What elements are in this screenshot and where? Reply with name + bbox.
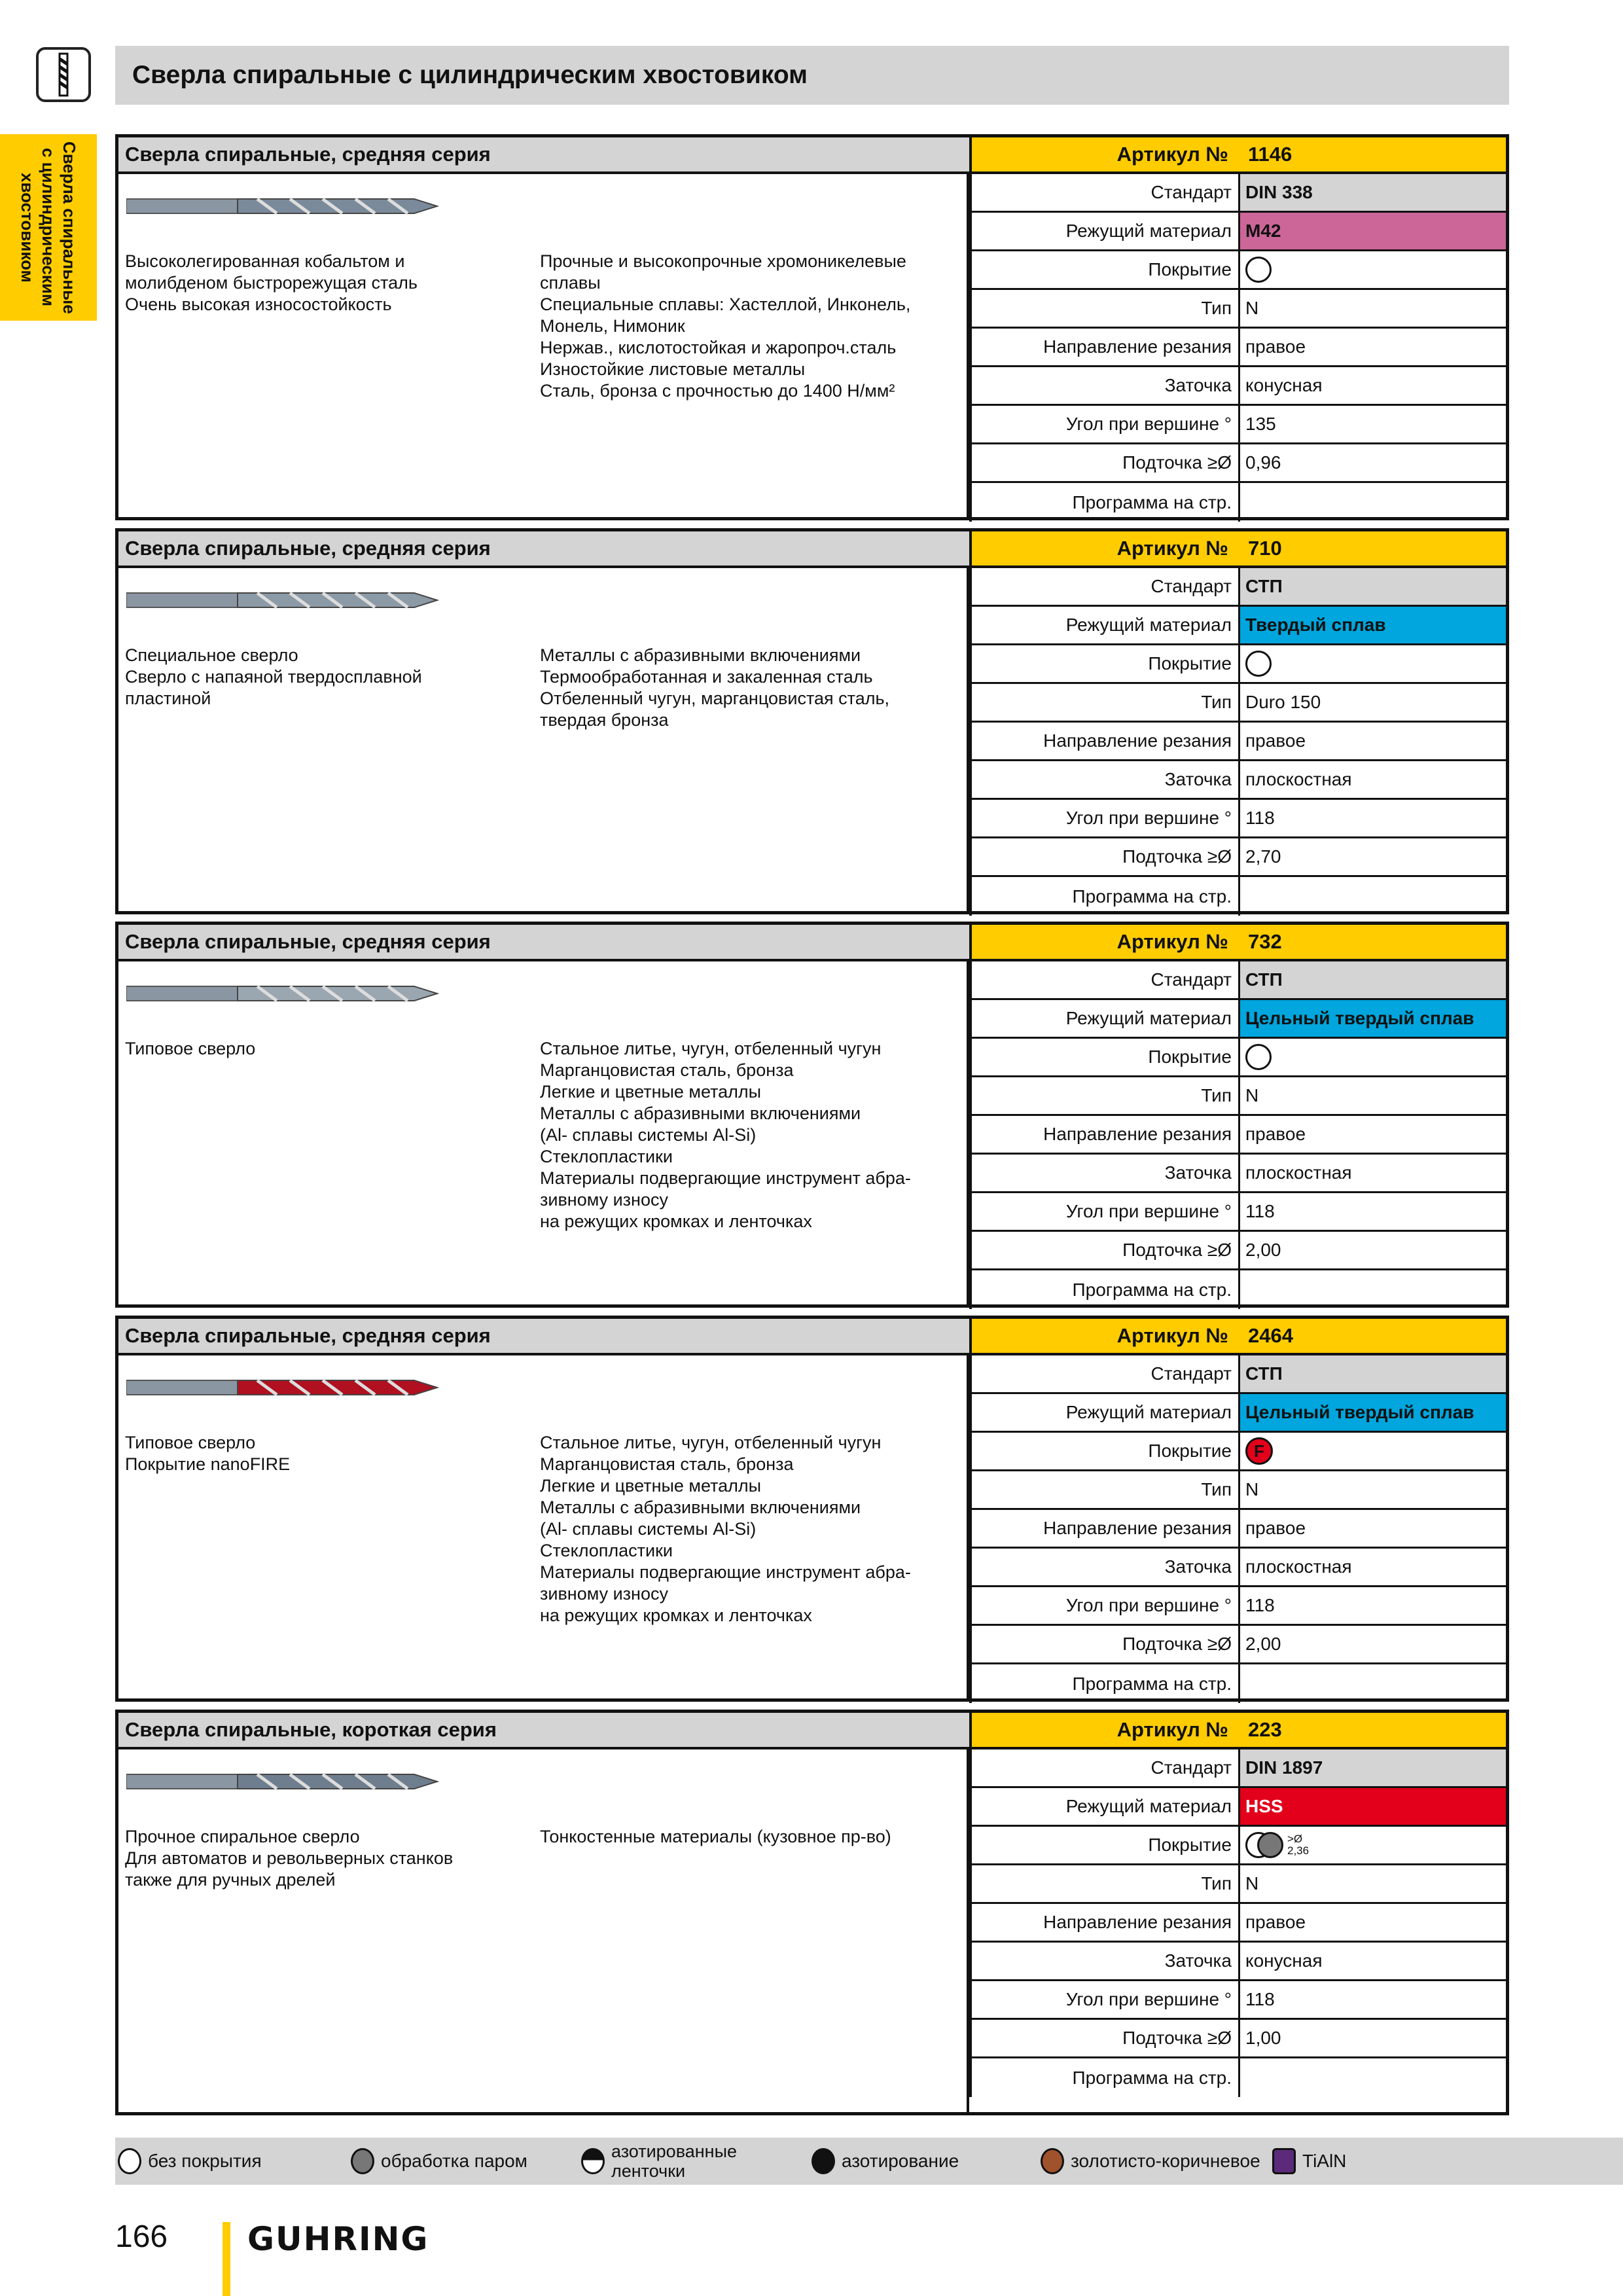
- product-heading: Сверла спиральные, средняя серия: [118, 531, 969, 568]
- prop-value: 118: [1245, 1595, 1275, 1615]
- prop-row-type: [969, 684, 1506, 723]
- article-value: 710: [1248, 537, 1282, 560]
- article-value: 2464: [1248, 1324, 1293, 1347]
- prop-row-thinning: [969, 2020, 1506, 2058]
- drill-image: [126, 190, 440, 223]
- applications: Металлы с абразивными включениями Термообработанная и закаленная сталь Отбеленный чугун, марганцовистая сталь, твердая бронза: [540, 645, 890, 730]
- properties-table: [969, 174, 1506, 522]
- legend-item-nitrided: азотирование: [812, 2138, 959, 2185]
- prop-value: 1,00: [1245, 2028, 1281, 2048]
- prop-row-angle: [969, 800, 1506, 838]
- prop-value: СТП: [1240, 961, 1506, 998]
- guhring-logo: GUHRING: [247, 2220, 429, 2258]
- prop-row-program: [969, 1664, 1506, 1703]
- steam-treated-icon: >Ø 2,36: [1245, 1832, 1309, 1858]
- prop-label: Режущий материал: [972, 1394, 1240, 1431]
- prop-row-program: [969, 483, 1506, 522]
- prop-row-point: [969, 1549, 1506, 1587]
- product-description: [118, 961, 969, 1304]
- page-number: 166: [115, 2219, 168, 2254]
- prop-value: Цельный твердый сплав: [1240, 1000, 1506, 1037]
- prop-label: Программа на стр.: [972, 2058, 1240, 2097]
- drill-image: [126, 1371, 440, 1404]
- prop-value: [1240, 1270, 1506, 1309]
- prop-row-type: [969, 1865, 1506, 1904]
- product-block: [115, 1710, 1509, 2115]
- prop-label: Направление резания: [972, 1116, 1240, 1153]
- prop-label: Тип: [972, 1865, 1240, 1902]
- prop-label: Режущий материал: [972, 213, 1240, 249]
- article-label: Артикул №: [1116, 930, 1228, 953]
- prop-row-thinning: [969, 1232, 1506, 1270]
- prop-value: плоскостная: [1245, 769, 1352, 789]
- legend-item-gold-brown: золотисто-коричневое: [1041, 2138, 1260, 2185]
- prop-label: Режущий материал: [972, 607, 1240, 643]
- article-label: Артикул №: [1116, 1718, 1228, 1741]
- prop-label: Подточка ≥Ø: [972, 444, 1240, 481]
- product-heading: Сверла спиральные, короткая серия: [118, 1713, 969, 1749]
- prop-row-point: [969, 1155, 1506, 1193]
- prop-row-standard: [969, 174, 1506, 213]
- prop-label: Подточка ≥Ø: [972, 1626, 1240, 1662]
- prop-label: Тип: [972, 290, 1240, 327]
- prop-label: Заточка: [972, 367, 1240, 404]
- prop-row-thinning: [969, 1626, 1506, 1664]
- prop-row-angle: [969, 406, 1506, 444]
- prop-value: 118: [1245, 1201, 1275, 1221]
- prop-value: HSS: [1240, 1788, 1506, 1825]
- article-label: Артикул №: [1116, 1324, 1228, 1347]
- article-label: Артикул №: [1116, 143, 1228, 166]
- prop-row-standard: [969, 1749, 1506, 1788]
- empty-circle-icon: [1245, 1044, 1272, 1070]
- prop-row-direction: [969, 1904, 1506, 1943]
- properties-table: [969, 568, 1506, 916]
- prop-label: Стандарт: [972, 1749, 1240, 1786]
- prop-value: 118: [1245, 808, 1275, 828]
- prop-row-point: [969, 1943, 1506, 1981]
- prop-label: Заточка: [972, 1155, 1240, 1191]
- product-description: [118, 1355, 969, 1698]
- product-heading: Сверла спиральные, средняя серия: [118, 1319, 969, 1355]
- applications: Тонкостенные материалы (кузовное пр-во): [540, 1827, 891, 1846]
- prop-row-material: [969, 1394, 1506, 1433]
- prop-value: N: [1245, 1479, 1259, 1499]
- prop-value: плоскостная: [1245, 1556, 1352, 1577]
- prop-value: N: [1245, 298, 1259, 318]
- prop-value: Твердый сплав: [1240, 607, 1506, 643]
- article-number: [969, 531, 1506, 568]
- prop-label: Покрытие: [972, 251, 1240, 288]
- article-value: 223: [1248, 1718, 1282, 1741]
- prop-row-type: [969, 1077, 1506, 1116]
- prop-row-material: [969, 1788, 1506, 1827]
- prop-label: Программа на стр.: [972, 1664, 1240, 1703]
- prop-label: Режущий материал: [972, 1000, 1240, 1037]
- prop-value: 2,00: [1245, 1634, 1281, 1654]
- prop-label: Программа на стр.: [972, 1270, 1240, 1309]
- footer-accent-bar: [223, 2222, 230, 2296]
- prop-value: правое: [1245, 1124, 1306, 1144]
- article-number: [969, 1319, 1506, 1355]
- prop-label: Направление резания: [972, 329, 1240, 365]
- properties-table: [969, 961, 1506, 1309]
- product-description: [118, 1749, 969, 2112]
- prop-value: [1240, 251, 1506, 288]
- prop-value: СТП: [1240, 568, 1506, 605]
- prop-row-standard: [969, 568, 1506, 607]
- prop-value: СТП: [1240, 1355, 1506, 1392]
- prop-row-point: [969, 367, 1506, 406]
- prop-label: Направление резания: [972, 1510, 1240, 1547]
- prop-label: Стандарт: [972, 174, 1240, 211]
- product-description: [118, 568, 969, 911]
- nanofire-f-icon: F: [1245, 1437, 1273, 1465]
- legend-item-nitrided-margins: азотированные ленточки: [581, 2138, 755, 2185]
- prop-row-angle: [969, 1587, 1506, 1626]
- tool-features: Специальное сверло Сверло с напаяной твердосплавной пластиной: [125, 645, 422, 708]
- prop-value: правое: [1245, 1518, 1306, 1538]
- prop-label: Покрытие: [972, 1827, 1240, 1863]
- prop-value: правое: [1245, 730, 1306, 751]
- prop-row-standard: [969, 961, 1506, 1000]
- prop-row-coating: [969, 645, 1506, 684]
- prop-row-coating: [969, 1827, 1506, 1865]
- prop-row-program: [969, 1270, 1506, 1309]
- product-block: [115, 134, 1509, 520]
- section-side-tab[interactable]: [0, 134, 97, 321]
- tialn-icon: [1272, 2148, 1296, 2174]
- prop-row-point: [969, 761, 1506, 800]
- prop-value: [1240, 2058, 1506, 2097]
- prop-label: Тип: [972, 1471, 1240, 1508]
- prop-label: Заточка: [972, 1943, 1240, 1979]
- prop-value: 135: [1245, 414, 1276, 434]
- drill-image: [126, 1765, 440, 1798]
- prop-value: [1240, 1827, 1506, 1863]
- prop-label: Режущий материал: [972, 1788, 1240, 1825]
- side-tab-label: Сверла спиральные с цилиндрическим хвостовиком: [18, 141, 79, 314]
- prop-row-program: [969, 2058, 1506, 2097]
- prop-row-thinning: [969, 838, 1506, 877]
- prop-value: конусная: [1245, 375, 1323, 395]
- prop-label: Программа на стр.: [972, 877, 1240, 916]
- prop-label: Покрытие: [972, 1039, 1240, 1075]
- product-block: [115, 1316, 1509, 1702]
- prop-label: Угол при вершине °: [972, 1587, 1240, 1624]
- product-heading: Сверла спиральные, средняя серия: [118, 137, 969, 174]
- article-number: [969, 925, 1506, 961]
- prop-label: Угол при вершине °: [972, 1193, 1240, 1230]
- prop-value: [1240, 1664, 1506, 1703]
- prop-value: M42: [1240, 213, 1506, 249]
- prop-row-angle: [969, 1193, 1506, 1232]
- article-number: [969, 1713, 1506, 1749]
- empty-circle-icon: [1245, 651, 1272, 677]
- prop-label: Угол при вершине °: [972, 1981, 1240, 2018]
- nitrided-margins-icon: [581, 2148, 605, 2174]
- properties-table: [969, 1355, 1506, 1703]
- prop-label: Заточка: [972, 1549, 1240, 1585]
- prop-label: Стандарт: [972, 568, 1240, 605]
- tool-features: Типовое сверло Покрытие nanoFIRE: [125, 1433, 291, 1474]
- prop-row-standard: [969, 1355, 1506, 1394]
- prop-label: Угол при вершине °: [972, 800, 1240, 836]
- gold-brown-icon: [1041, 2148, 1064, 2174]
- properties-table: [969, 1749, 1506, 2097]
- drill-image: [126, 584, 440, 617]
- prop-row-direction: [969, 1116, 1506, 1155]
- prop-value: DIN 338: [1240, 174, 1506, 211]
- steam-treated-icon: [351, 2148, 374, 2174]
- prop-value: Цельный твердый сплав: [1240, 1394, 1506, 1431]
- prop-row-type: [969, 290, 1506, 329]
- prop-label: Стандарт: [972, 961, 1240, 998]
- prop-row-direction: [969, 329, 1506, 367]
- coating-legend: [115, 2138, 1623, 2185]
- legend-item-steam: обработка паром: [351, 2138, 527, 2185]
- applications: Стальное литье, чугун, отбеленный чугун Марганцовистая сталь, бронза Легкие и цветные металлы Металлы с абразивными включениями (Al- сплавы системы Al-Si) Стеклопластики Материалы подвергающие инструмент абра- зивному износу на режущих кромках и ленточках: [540, 1039, 911, 1231]
- prop-value: [1240, 1433, 1506, 1469]
- prop-value: 2,00: [1245, 1240, 1281, 1260]
- tool-features: Типовое сверло: [125, 1039, 256, 1058]
- applications: Стальное литье, чугун, отбеленный чугун Марганцовистая сталь, бронза Легкие и цветные металлы Металлы с абразивными включениями (Al- сплавы системы Al-Si) Стеклопластики Материалы подвергающие инструмент абра- зивному износу на режущих кромках и ленточках: [540, 1433, 911, 1625]
- prop-row-type: [969, 1471, 1506, 1510]
- prop-label: Подточка ≥Ø: [972, 2020, 1240, 2056]
- prop-label: Подточка ≥Ø: [972, 838, 1240, 875]
- prop-label: Тип: [972, 684, 1240, 721]
- prop-row-coating: [969, 1039, 1506, 1077]
- prop-label: Заточка: [972, 761, 1240, 798]
- applications: Прочные и высокопрочные хромоникелевые сплавы Специальные сплавы: Хастеллой, Инконель, Монель, Нимоник Нержав., кислотостойкая и жаропроч.сталь Изностойкие листовые металлы Сталь, бронза с прочностью до 1400 Н/мм²: [540, 251, 911, 401]
- product-block: [115, 922, 1509, 1308]
- product-description: [118, 174, 969, 517]
- prop-value: [1240, 1039, 1506, 1075]
- prop-label: Программа на стр.: [972, 483, 1240, 522]
- prop-label: Покрытие: [972, 1433, 1240, 1469]
- prop-value: N: [1245, 1085, 1259, 1105]
- prop-label: Тип: [972, 1077, 1240, 1114]
- uncoated-icon: [118, 2148, 141, 2174]
- prop-row-material: [969, 213, 1506, 251]
- prop-value: 118: [1245, 1989, 1275, 2009]
- prop-value: N: [1245, 1873, 1259, 1893]
- prop-value: конусная: [1245, 1950, 1323, 1971]
- prop-value: [1240, 877, 1506, 916]
- prop-value: [1240, 645, 1506, 682]
- prop-value: 0,96: [1245, 452, 1281, 473]
- product-heading: Сверла спиральные, средняя серия: [118, 925, 969, 961]
- prop-value: Duro 150: [1245, 692, 1321, 712]
- prop-row-direction: [969, 1510, 1506, 1549]
- prop-value: правое: [1245, 1912, 1306, 1932]
- drill-section-icon: [36, 47, 91, 102]
- tool-features: Прочное спиральное сверло Для автоматов и револьверных станков также для ручных дрелей: [125, 1827, 454, 1890]
- prop-label: Направление резания: [972, 723, 1240, 759]
- prop-label: Стандарт: [972, 1355, 1240, 1392]
- prop-row-material: [969, 607, 1506, 645]
- page-title: Сверла спиральные с цилиндрическим хвостовиком: [115, 46, 1509, 105]
- legend-item-uncoated: без покрытия: [118, 2138, 262, 2185]
- article-value: 1146: [1248, 143, 1293, 166]
- prop-label: Направление резания: [972, 1904, 1240, 1941]
- prop-row-direction: [969, 723, 1506, 761]
- prop-value: плоскостная: [1245, 1162, 1352, 1183]
- prop-value: 2,70: [1245, 846, 1281, 867]
- tool-features: Высоколегированная кобальтом и молибденом быстрорежущая сталь Очень высокая износостойкость: [125, 251, 418, 314]
- prop-value: правое: [1245, 336, 1306, 357]
- prop-value: [1240, 483, 1506, 522]
- prop-row-program: [969, 877, 1506, 916]
- empty-circle-icon: [1245, 257, 1272, 283]
- legend-item-tialn: TiAlN: [1272, 2138, 1346, 2185]
- prop-row-coating: [969, 1433, 1506, 1471]
- prop-row-angle: [969, 1981, 1506, 2020]
- prop-label: Угол при вершине °: [972, 406, 1240, 442]
- nitrided-icon: [812, 2148, 835, 2174]
- drill-image: [126, 977, 440, 1010]
- prop-row-material: [969, 1000, 1506, 1039]
- prop-row-coating: [969, 251, 1506, 290]
- prop-label: Покрытие: [972, 645, 1240, 682]
- article-label: Артикул №: [1116, 537, 1228, 560]
- article-value: 732: [1248, 930, 1282, 953]
- prop-row-thinning: [969, 444, 1506, 483]
- prop-label: Подточка ≥Ø: [972, 1232, 1240, 1268]
- product-block: [115, 528, 1509, 914]
- prop-value: DIN 1897: [1240, 1749, 1506, 1786]
- article-number: [969, 137, 1506, 174]
